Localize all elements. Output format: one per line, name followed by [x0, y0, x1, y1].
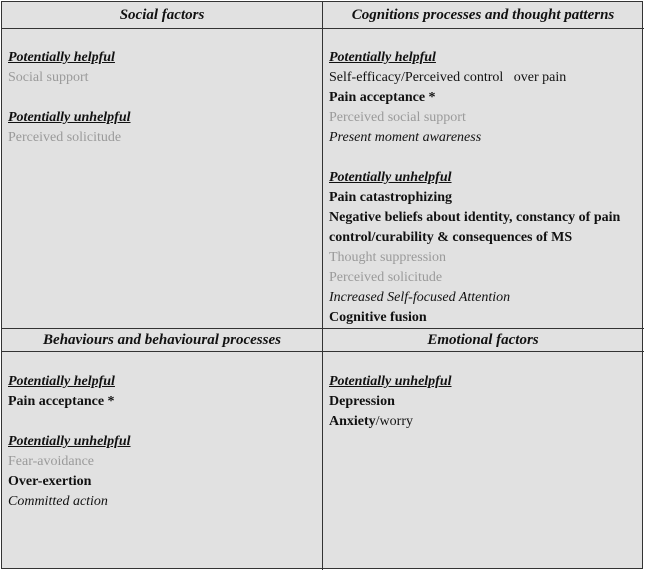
social-unhelpful-label: Potentially unhelpful — [8, 110, 131, 125]
pain-acceptance-item: Pain acceptance * — [329, 90, 436, 105]
self-focused-attention-item: Increased Self-focused Attention — [329, 290, 511, 305]
header-divider-bottom — [2, 351, 644, 352]
cognitions-unhelpful-label: Potentially unhelpful — [329, 170, 452, 185]
perceived-solicitude-item: Perceived solicitude — [8, 130, 122, 145]
behaviour-pain-acceptance-item: Pain acceptance * — [8, 394, 115, 409]
emotional-factors-cell — [329, 372, 452, 432]
social-factors-cell — [8, 48, 131, 148]
over-exertion-item: Over-exertion — [8, 474, 92, 489]
cognitive-fusion-item: Cognitive fusion — [329, 310, 427, 325]
header-behaviours: Behaviours and behavioural processes — [43, 332, 281, 348]
pain-catastrophizing-item: Pain catastrophizing — [329, 190, 453, 205]
cognitions-cell — [329, 48, 633, 328]
behaviours-helpful-label: Potentially helpful — [8, 374, 115, 389]
negative-beliefs-item: Negative beliefs about identity, constancy of pain control/curability & consequences of MS — [329, 210, 621, 245]
behaviours-unhelpful-label: Potentially unhelpful — [8, 434, 131, 449]
perceived-solicitude-cog-item: Perceived solicitude — [329, 270, 443, 285]
header-divider-top — [2, 28, 644, 29]
perceived-social-support-item: Perceived social support — [329, 110, 466, 125]
header-emotional-factors: Emotional factors — [427, 332, 539, 348]
social-support-item: Social support — [8, 70, 89, 85]
depression-item: Depression — [329, 394, 395, 409]
header-cognitions: Cognitions processes and thought patterns — [351, 7, 615, 23]
emotional-unhelpful-label: Potentially unhelpful — [329, 374, 452, 389]
column-divider — [322, 2, 323, 570]
committed-action-item: Committed action — [8, 494, 108, 509]
anxiety-word: Anxiety — [329, 414, 376, 429]
cognitions-helpful-label: Potentially helpful — [329, 50, 436, 65]
social-helpful-label: Potentially helpful — [8, 50, 115, 65]
header-social-factors: Social factors — [119, 7, 205, 23]
present-moment-awareness-item: Present moment awareness — [329, 130, 482, 145]
fear-avoidance-item: Fear-avoidance — [8, 454, 95, 469]
factors-table — [1, 1, 643, 569]
thought-suppression-item: Thought suppression — [329, 250, 447, 265]
anxiety-item — [329, 412, 452, 432]
self-efficacy-item: Self-efficacy/Perceived control over pain — [329, 70, 567, 85]
worry-word: /worry — [375, 414, 413, 429]
behaviours-cell — [8, 372, 131, 512]
